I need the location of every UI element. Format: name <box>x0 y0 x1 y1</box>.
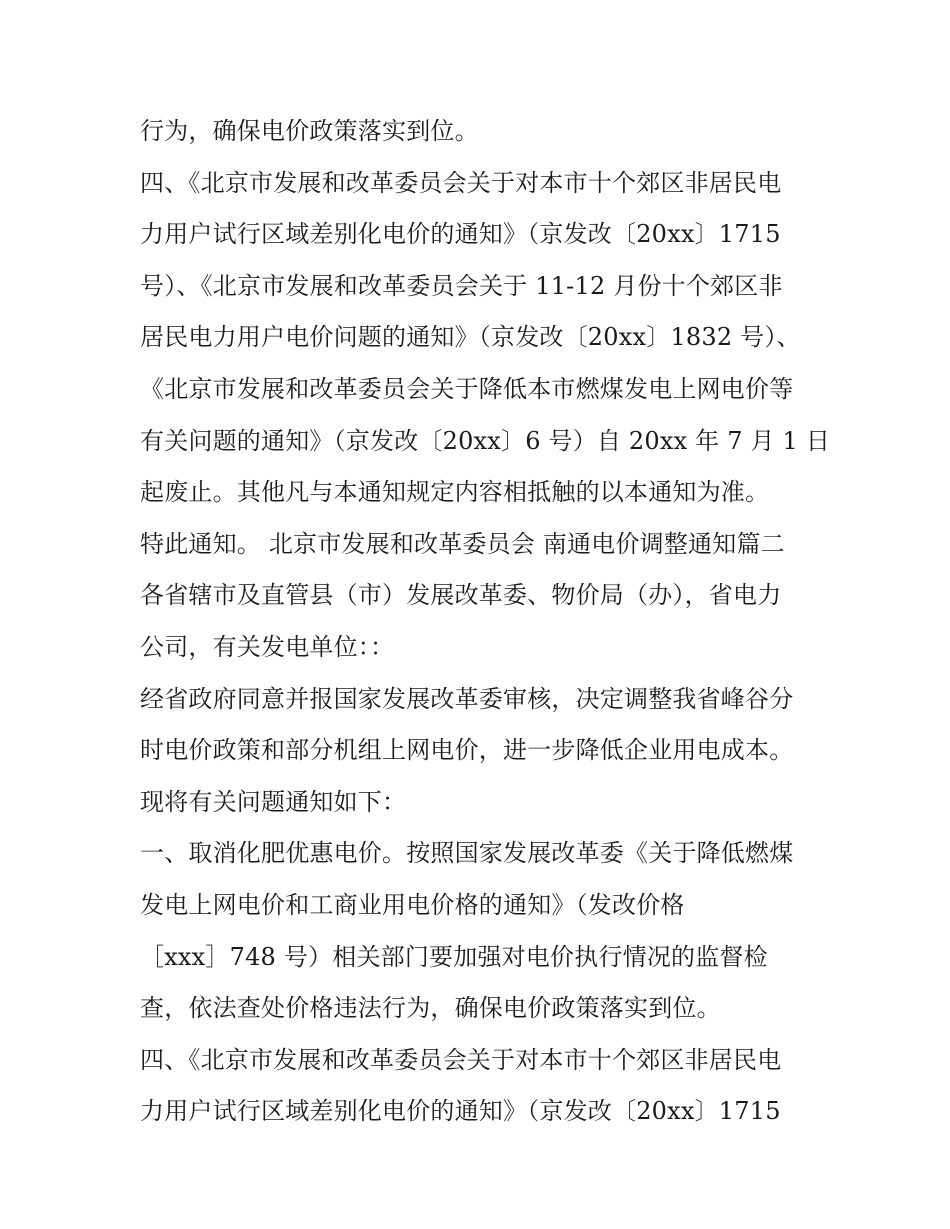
text-line: 经省政府同意并报国家发展改革委审核，决定调整我省峰谷分 <box>140 684 794 713</box>
text-line: 特此通知。 北京市发展和改革委员会 南通电价调整通知篇二 <box>140 529 785 558</box>
text-line: 发电上网电价和工商业用电价格的通知》（发改价格 <box>140 890 685 919</box>
text-line: 各省辖市及直管县（市）发展改革委、物价局（办），省电力 <box>140 581 782 610</box>
text-line: 四、《北京市发展和改革委员会关于对本市十个郊区非居民电 <box>140 168 782 197</box>
text-line: 现将有关问题通知如下： <box>140 787 407 816</box>
text-line: 力用户试行区域差别化电价的通知》（京发改〔20xx〕1715 <box>140 220 781 249</box>
text-line: 行为，确保电价政策落实到位。 <box>140 117 479 145</box>
text-line: 号）、《北京市发展和改革委员会关于 11-12 月份十个郊区非 <box>140 271 783 300</box>
text-line: 《北京市发展和改革委员会关于降低本市燃煤发电上网电价等 <box>140 374 794 403</box>
text-line: 有关问题的通知》（京发改〔20xx〕6 号）自 20xx 年 7 月 1 日 <box>140 426 831 455</box>
text-line: 公司，有关发电单位：： <box>140 632 395 661</box>
text-line: 查，依法查处价格违法行为，确保电价政策落实到位。 <box>140 994 721 1023</box>
text-line: 居民电力用户电价问题的通知》（京发改〔20xx〕1832 号）、 <box>140 323 801 352</box>
text-line: 时电价政策和部分机组上网电价，进一步降低企业用电成本。 <box>140 736 794 765</box>
text-line: 四、《北京市发展和改革委员会关于对本市十个郊区非居民电 <box>140 1045 782 1074</box>
text-line: 起废止。其他凡与本通知规定内容相抵触的以本通知为准。 <box>140 478 770 507</box>
text-line: ［xxx］748 号）相关部门要加强对电价执行情况的监督检 <box>140 942 768 971</box>
text-line: 一、取消化肥优惠电价。按照国家发展改革委《关于降低燃煤 <box>140 839 794 868</box>
document-body <box>140 106 831 1138</box>
text-line: 力用户试行区域差别化电价的通知》（京发改〔20xx〕1715 <box>140 1097 781 1126</box>
